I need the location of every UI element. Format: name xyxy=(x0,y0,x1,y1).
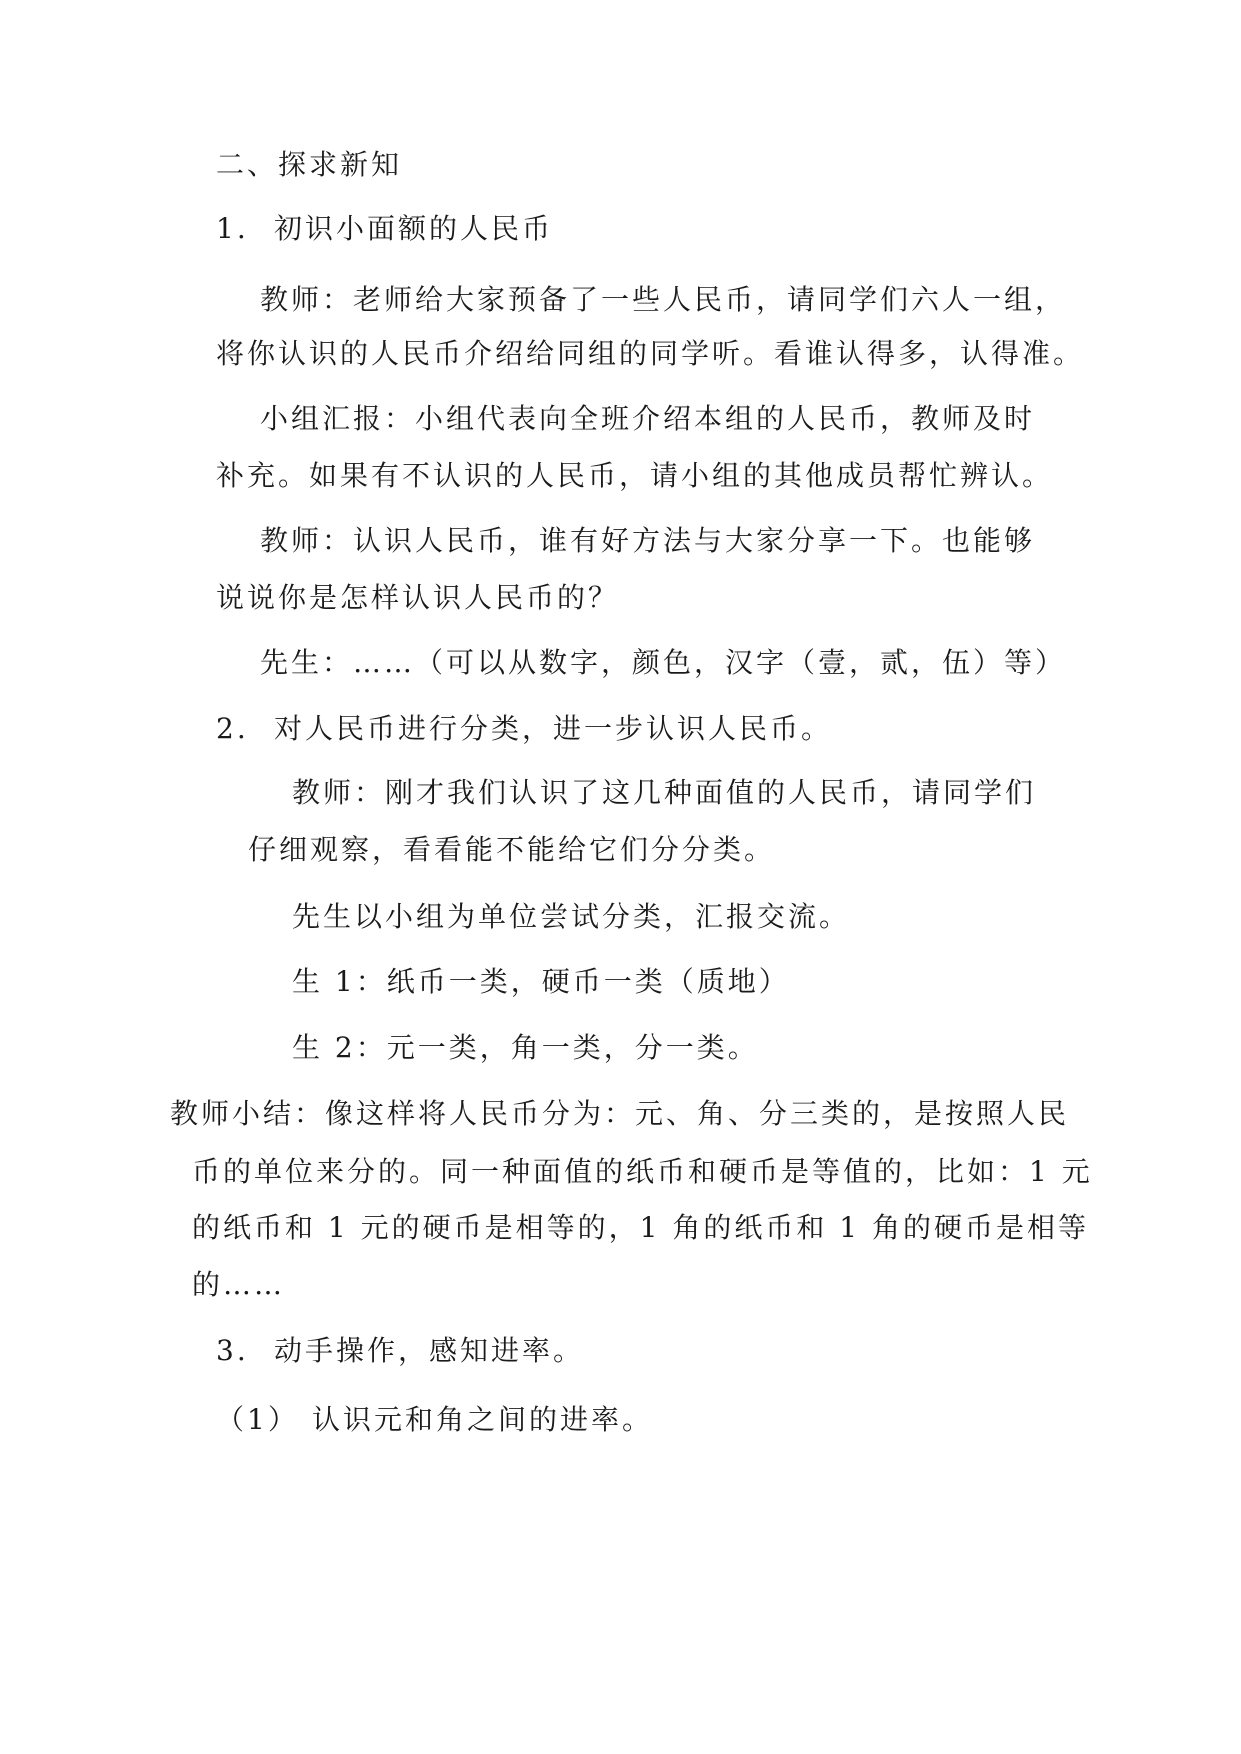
summary-line4: 的…… xyxy=(192,1268,286,1301)
list-item-text: 对人民币进行分类，进一步认识人民币。 xyxy=(274,712,833,745)
paragraph-teacher-intro-line1: 教师：老师给大家预备了一些人民币，请同学们六人一组， xyxy=(260,283,1067,316)
sub-item-number: （1） xyxy=(216,1403,299,1436)
paragraph-group-report-line1: 小组汇报：小组代表向全班介绍本组的人民币，教师及时 xyxy=(260,402,1036,435)
paragraph-teacher-classify-line2: 仔细观察，看看能不能给它们分分类。 xyxy=(248,833,776,866)
list-item-number: 3. xyxy=(216,1334,249,1367)
sub-item-text: 认识元和角之间的进率。 xyxy=(312,1403,654,1436)
paragraph-student-2: 生 2：元一类，角一类，分一类。 xyxy=(292,1031,759,1064)
list-item-number: 1. xyxy=(216,212,249,245)
list-item-3 xyxy=(216,1333,584,1369)
paragraph-group-report-line2: 补充。如果有不认识的人民币，请小组的其他成员帮忙辨认。 xyxy=(216,459,1054,492)
section-heading: 二、探求新知 xyxy=(216,148,403,181)
paragraph-teacher-intro-line2: 将你认识的人民币介绍给同组的同学听。看谁认得多，认得准。 xyxy=(216,337,1085,370)
summary-line2: 币的单位来分的。同一种面值的纸币和硬币是等值的，比如：1 元 xyxy=(192,1155,1093,1188)
list-item-text: 动手操作，感知进率。 xyxy=(274,1334,585,1367)
paragraph-teacher-method-line1: 教师：认识人民币，谁有好方法与大家分享一下。也能够 xyxy=(260,524,1036,557)
list-item-1 xyxy=(216,211,553,247)
list-item-text: 初识小面额的人民币 xyxy=(274,212,554,245)
paragraph-student-answer: 先生：……（可以从数字，颜色，汉字（壹，贰，伍）等） xyxy=(260,646,1067,679)
list-item-2 xyxy=(216,711,832,747)
paragraph-teacher-method-line2: 说说你是怎样认识人民币的？ xyxy=(216,581,620,614)
summary-line1: 教师小结：像这样将人民币分为：元、角、分三类的，是按照人民 xyxy=(170,1097,1070,1130)
list-item-number: 2. xyxy=(216,712,249,745)
paragraph-student-1: 生 1：纸币一类，硬币一类（质地） xyxy=(292,965,790,998)
sub-item-1 xyxy=(216,1402,653,1438)
paragraph-teacher-classify-line1: 教师：刚才我们认识了这几种面值的人民币，请同学们 xyxy=(292,776,1037,809)
paragraph-group-trial: 先生以小组为单位尝试分类，汇报交流。 xyxy=(292,900,851,933)
summary-line3: 的纸币和 1 元的硬币是相等的，1 角的纸币和 1 角的硬币是相等 xyxy=(192,1211,1089,1244)
